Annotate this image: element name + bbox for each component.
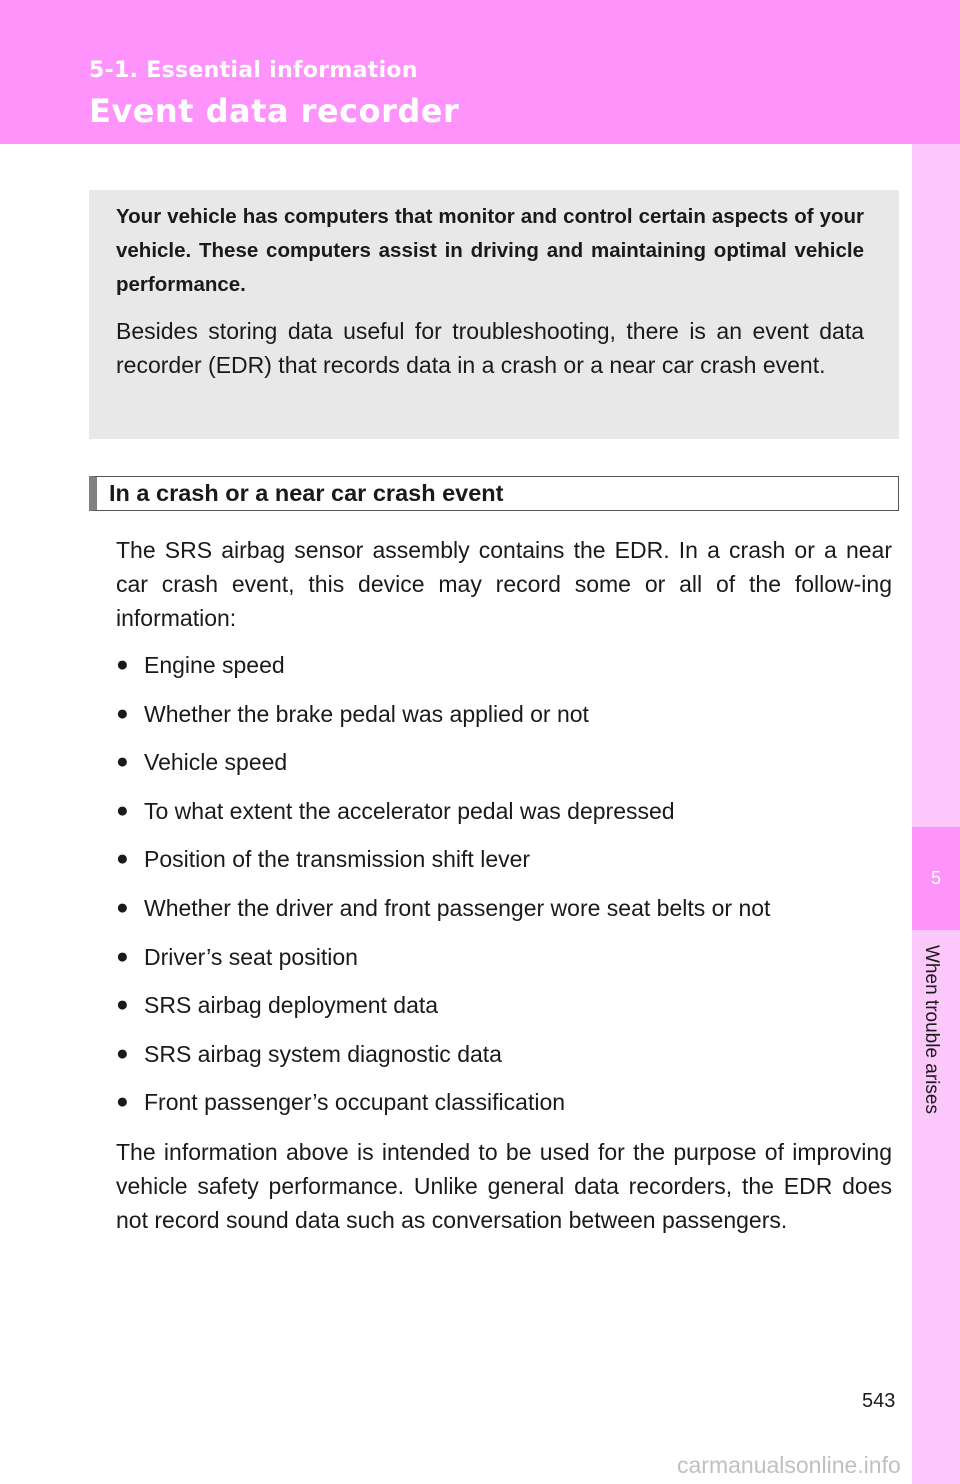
page-title: Event data recorder <box>89 92 460 130</box>
list-item <box>116 1037 770 1086</box>
chapter-number-tab[interactable]: 5 <box>912 827 960 930</box>
section-paragraph-1: The SRS airbag sensor assembly contains the EDR. In a crash or a near car crash event, this device may record some or all of the follow-ing information: <box>116 537 892 631</box>
list-item <box>116 794 770 843</box>
bullet-icon: ● <box>116 993 129 1017</box>
page-header <box>0 0 960 144</box>
section-paragraph-2: The information above is intended to be used for the purpose of improving vehicle safety performance. Unlike general data recorders, the EDR does not record sound data such as conversation between passengers. <box>116 1139 892 1233</box>
list-item <box>116 697 770 746</box>
section-heading: In a crash or a near car crash event <box>89 476 899 511</box>
info-bullet-list <box>116 648 770 1134</box>
chapter-title: When trouble arises <box>921 945 942 1114</box>
list-item-text: Front passenger’s occupant classification <box>144 1089 566 1116</box>
bullet-icon: ● <box>116 944 129 968</box>
list-item-text: Driver’s seat position <box>144 943 358 970</box>
intro-bold-text: Your vehicle has computers that monitor and control certain aspects of your vehicle. These computers assist in driving and maintaining optimal vehicle performance. <box>116 205 864 296</box>
list-item-text: To what extent the accelerator pedal was depressed <box>144 797 675 824</box>
list-item-text: Whether the driver and front passenger wore seat belts or not <box>144 894 771 921</box>
bullet-icon: ● <box>116 847 129 871</box>
section-label: 5-1. Essential information <box>89 58 418 83</box>
bullet-icon: ● <box>116 653 129 676</box>
bullet-icon: ● <box>116 1041 129 1065</box>
page-number: 543 <box>862 1390 896 1412</box>
list-item <box>116 648 770 697</box>
list-item <box>116 1085 770 1134</box>
list-item <box>116 891 770 940</box>
bullet-icon: ● <box>116 798 129 822</box>
list-item <box>116 940 770 989</box>
bullet-icon: ● <box>116 1090 129 1114</box>
watermark: carmanualsonline.info <box>677 1452 901 1478</box>
list-item-text: Vehicle speed <box>144 749 288 776</box>
list-item <box>116 745 770 794</box>
list-item-text: SRS airbag deployment data <box>144 992 439 1019</box>
chapter-side-tab <box>912 144 960 1484</box>
list-item-text: Whether the brake pedal was applied or not <box>144 700 589 727</box>
bullet-icon: ● <box>116 895 129 919</box>
list-item-text: SRS airbag system diagnostic data <box>144 1040 502 1067</box>
bullet-icon: ● <box>116 701 129 725</box>
list-item <box>116 842 770 891</box>
list-item <box>116 988 770 1037</box>
bullet-icon: ● <box>116 750 129 774</box>
intro-text: Besides storing data useful for troubleshooting, there is an event data recorder (EDR) that records data in a crash or a near car crash event. <box>116 318 864 378</box>
intro-box <box>89 190 899 439</box>
list-item-text: Engine speed <box>144 652 285 678</box>
list-item-text: Position of the transmission shift lever <box>144 846 531 873</box>
